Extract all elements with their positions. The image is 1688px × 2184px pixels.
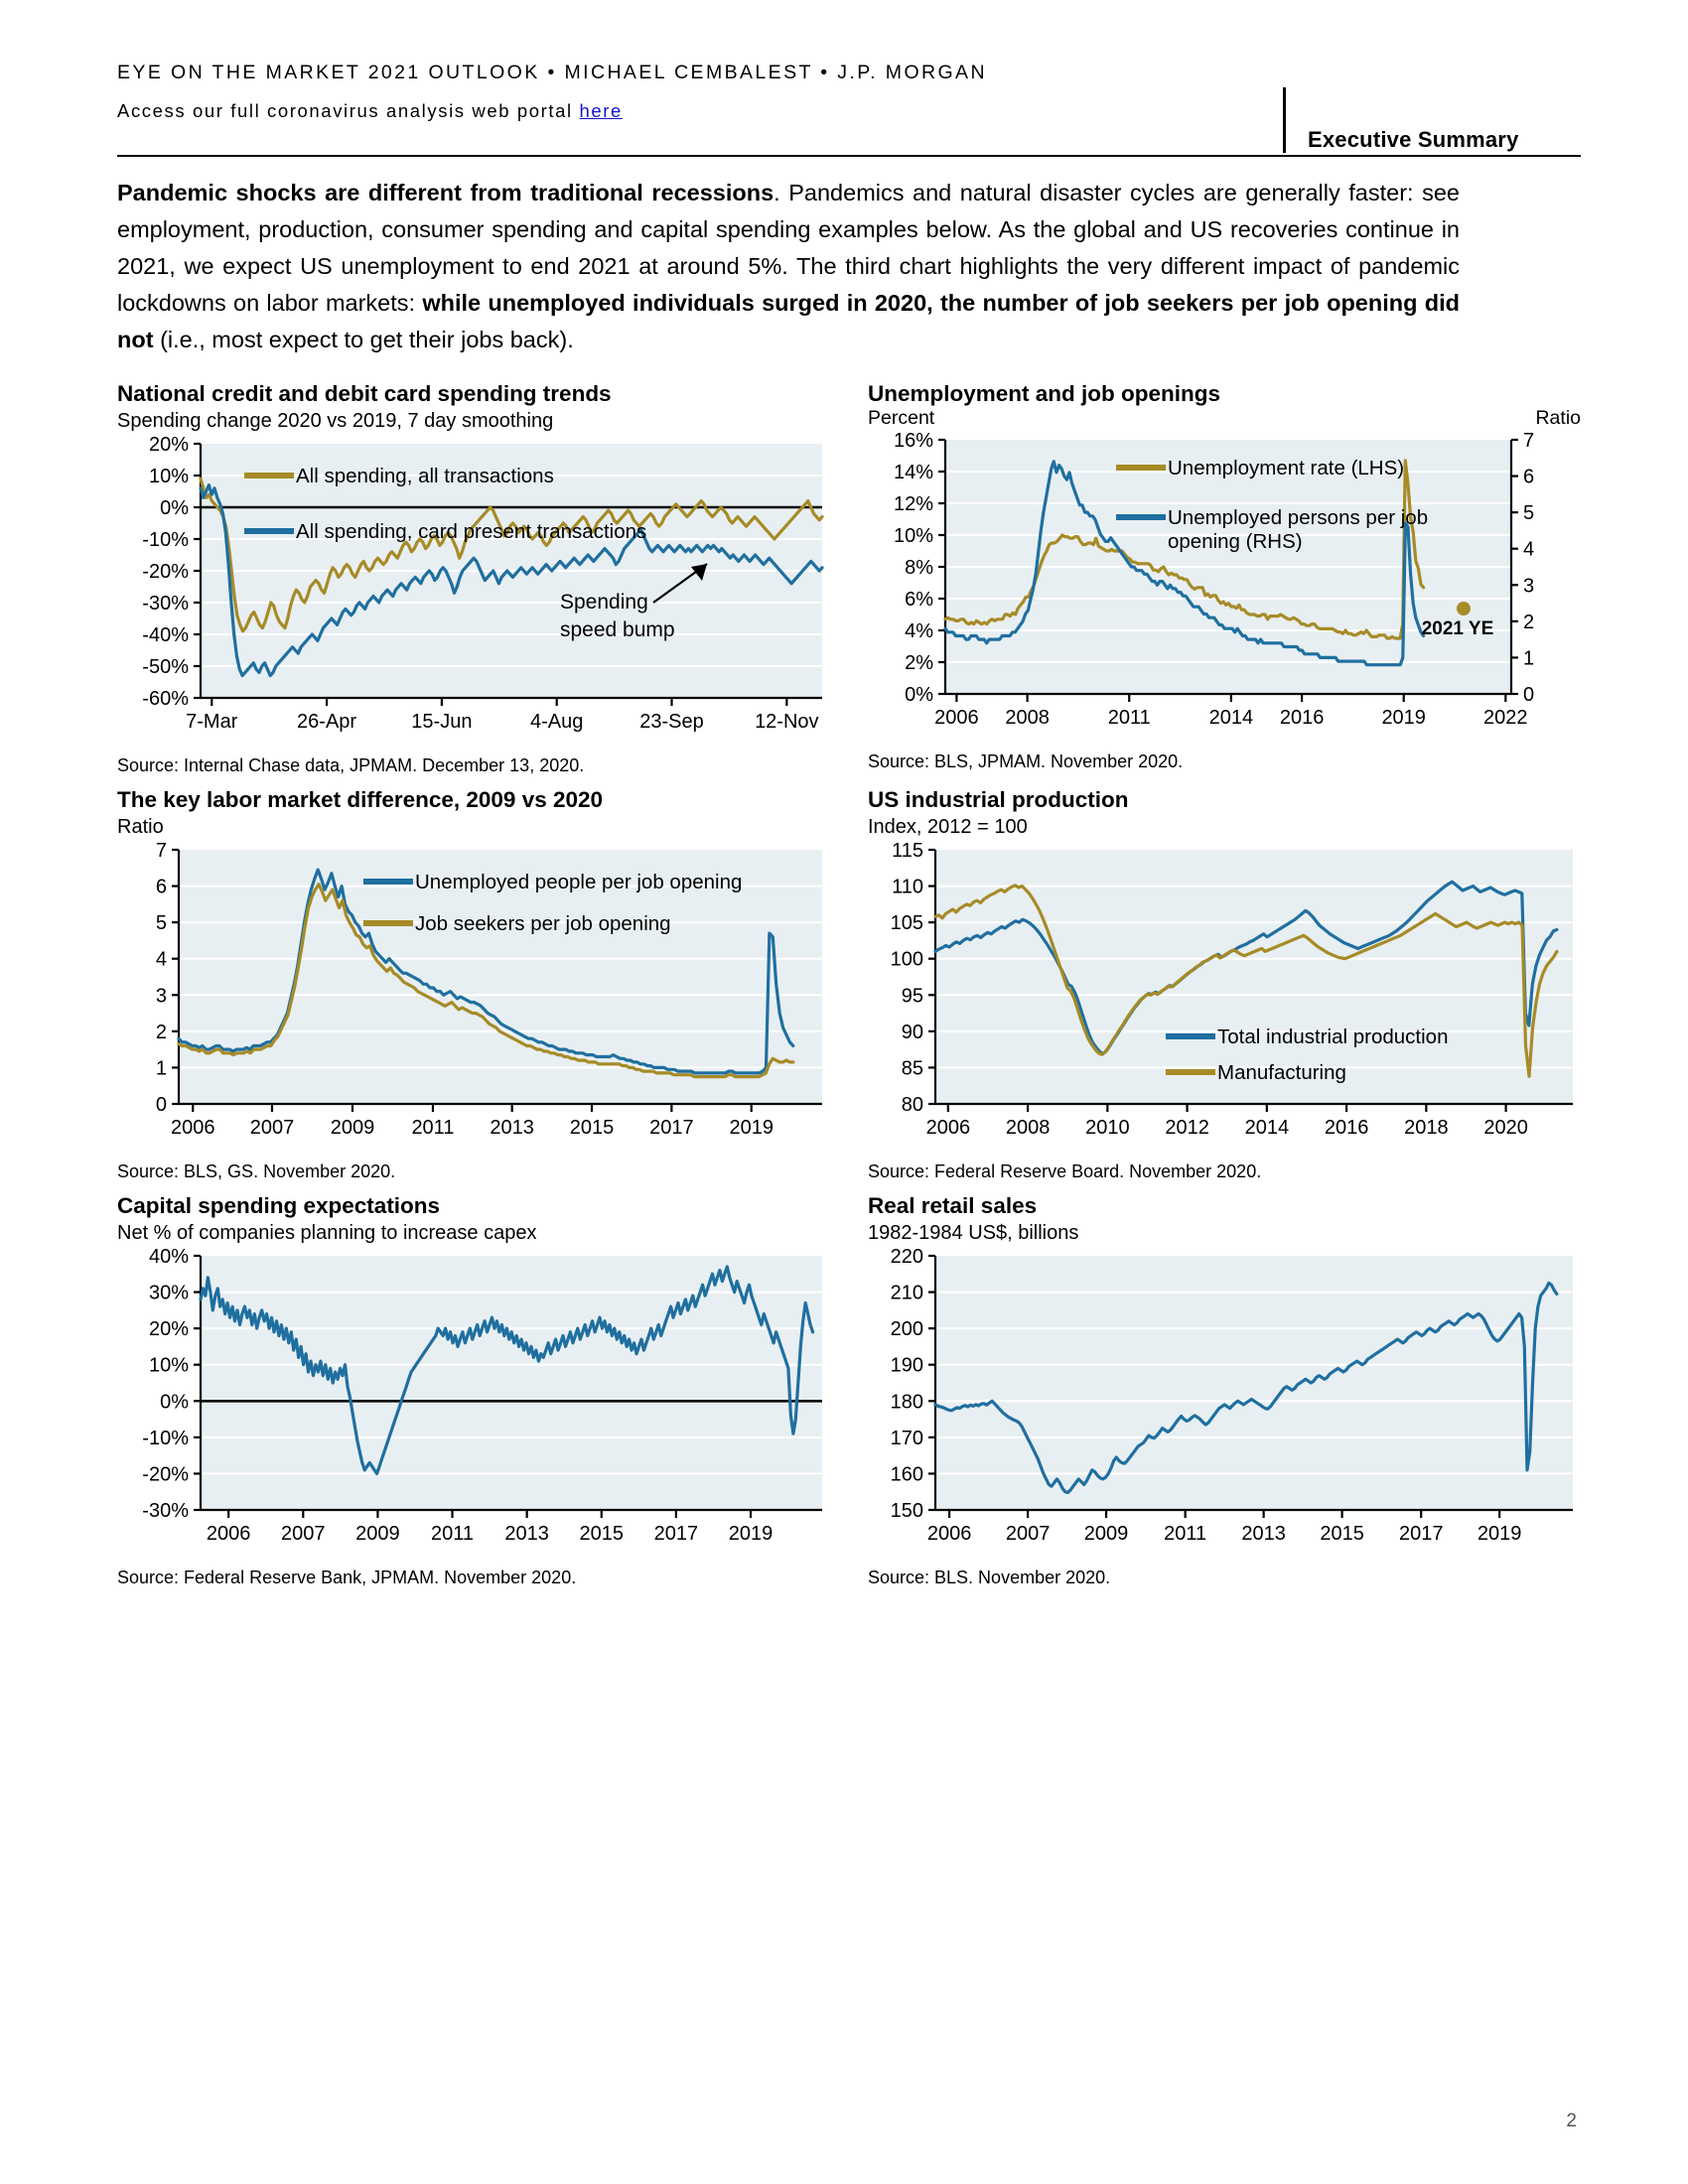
svg-text:3: 3: [1523, 575, 1535, 598]
svg-text:2012: 2012: [1165, 1117, 1209, 1139]
svg-text:2011: 2011: [1107, 707, 1151, 729]
svg-text:220: 220: [890, 1246, 923, 1268]
header-divider: [117, 155, 1581, 157]
svg-text:2009: 2009: [330, 1117, 375, 1139]
coronavirus-portal-link[interactable]: here: [579, 100, 623, 121]
svg-text:-60%: -60%: [142, 688, 189, 710]
svg-text:2016: 2016: [1324, 1117, 1369, 1139]
svg-text:2006: 2006: [925, 1117, 971, 1139]
svg-text:6: 6: [1523, 466, 1535, 488]
chart-subtitle-retail-sales: 1982-1984 US$, billions: [868, 1222, 1079, 1244]
svg-text:2006: 2006: [926, 1523, 972, 1545]
svg-text:2008: 2008: [1005, 707, 1050, 729]
svg-text:2009: 2009: [355, 1523, 400, 1545]
chart-title-industrial-production: US industrial production: [868, 787, 1129, 812]
svg-text:100: 100: [890, 948, 923, 971]
svg-text:-40%: -40%: [142, 624, 189, 646]
svg-text:110: 110: [892, 876, 923, 898]
svg-text:95: 95: [901, 985, 923, 1008]
svg-text:2019: 2019: [1381, 707, 1426, 729]
svg-text:2017: 2017: [649, 1117, 694, 1139]
svg-text:40%: 40%: [148, 1246, 189, 1268]
svg-text:210: 210: [890, 1282, 923, 1304]
section-label-container: [1283, 87, 1581, 153]
svg-text:4-Aug: 4-Aug: [530, 711, 584, 733]
svg-text:2%: 2%: [905, 652, 933, 674]
svg-text:2019: 2019: [728, 1523, 774, 1545]
svg-text:2015: 2015: [1320, 1523, 1364, 1545]
svg-text:2006: 2006: [934, 707, 979, 729]
svg-text:6: 6: [155, 876, 167, 898]
svg-text:2015: 2015: [569, 1117, 615, 1139]
svg-text:Total industrial production: Total industrial production: [1217, 1025, 1449, 1048]
svg-text:Unemployed persons per job: Unemployed persons per job: [1168, 506, 1429, 529]
svg-text:Job seekers per job opening: Job seekers per job opening: [415, 912, 671, 935]
chart-canvas-retail-sales: [868, 1246, 1581, 1564]
svg-text:-10%: -10%: [142, 1427, 189, 1449]
svg-text:2013: 2013: [504, 1523, 549, 1545]
chart-source-card-spending: Source: Internal Chase data, JPMAM. December 13, 2020.: [117, 755, 585, 775]
svg-text:2: 2: [1523, 611, 1535, 633]
svg-text:20%: 20%: [148, 1318, 189, 1341]
svg-text:2022: 2022: [1483, 707, 1528, 729]
svg-text:160: 160: [890, 1463, 923, 1486]
svg-text:14%: 14%: [893, 462, 933, 483]
svg-text:10%: 10%: [893, 525, 933, 547]
svg-text:-30%: -30%: [142, 1500, 189, 1522]
svg-text:6%: 6%: [905, 589, 933, 611]
chart-title-labor-difference: The key labor market difference, 2009 vs 2020: [117, 787, 604, 812]
svg-text:90: 90: [901, 1021, 923, 1043]
svg-text:150: 150: [890, 1500, 923, 1522]
svg-text:2007: 2007: [249, 1117, 295, 1139]
chart-canvas-card-spending: [117, 434, 830, 751]
svg-text:170: 170: [890, 1427, 923, 1449]
svg-text:7: 7: [155, 840, 167, 862]
chart-subtitle-capex: Net % of companies planning to increase capex: [117, 1222, 537, 1244]
chart-panel-retail-sales: [868, 1192, 1581, 1588]
svg-text:200: 200: [890, 1318, 923, 1341]
svg-text:30%: 30%: [148, 1282, 189, 1304]
svg-text:Unemployment rate (LHS): Unemployment rate (LHS): [1168, 457, 1405, 479]
page-number: 2: [1566, 2111, 1577, 2131]
svg-text:4: 4: [1523, 538, 1535, 561]
svg-text:2009: 2009: [1083, 1523, 1129, 1545]
svg-text:0: 0: [155, 1094, 167, 1116]
chart-subtitle-industrial-production: Index, 2012 = 100: [868, 816, 1028, 838]
page-header: [117, 62, 1581, 153]
header-subtitle-text: Access our full coronavirus analysis web portal: [117, 100, 580, 121]
chart-canvas-labor-difference: [117, 840, 830, 1158]
chart-source-unemployment: Source: BLS, JPMAM. November 2020.: [868, 751, 1184, 771]
svg-text:-30%: -30%: [142, 593, 189, 614]
chart-panel-labor-difference: [117, 786, 830, 1182]
svg-text:2014: 2014: [1244, 1117, 1290, 1139]
svg-text:2011: 2011: [431, 1523, 475, 1545]
svg-text:1: 1: [1523, 647, 1535, 670]
svg-text:2007: 2007: [281, 1523, 326, 1545]
svg-text:Spending: Spending: [560, 591, 648, 614]
svg-text:12-Nov: 12-Nov: [755, 711, 819, 733]
intro-lead: Pandemic shocks are different from traditional recessions: [117, 180, 774, 205]
svg-text:20%: 20%: [148, 434, 189, 456]
section-label: Executive Summary: [1308, 127, 1519, 152]
svg-text:180: 180: [890, 1391, 923, 1414]
svg-text:16%: 16%: [893, 430, 933, 452]
chart-source-retail-sales: Source: BLS. November 2020.: [868, 1568, 1111, 1587]
svg-text:4: 4: [155, 948, 167, 971]
svg-text:2020: 2020: [1483, 1117, 1528, 1139]
svg-text:190: 190: [890, 1354, 923, 1377]
svg-text:All spending, card present tra: All spending, card present transactions: [296, 520, 647, 543]
chart-panel-industrial-production: [868, 786, 1581, 1182]
svg-text:115: 115: [892, 840, 923, 862]
svg-text:15-Jun: 15-Jun: [411, 711, 473, 733]
chart-source-industrial-production: Source: Federal Reserve Board. November 2020.: [868, 1161, 1262, 1181]
intro-body-1: . Pandemics and natural disaster cycles are generally faster: see employment, production, consumer spending and capital spending examples below. As the global and US recoveries continue in 2021, we expect US unemployment to end 2021 at around 5%. The third chart highlights the very different impact of pandemic lockdowns on labor markets:: [117, 180, 1461, 316]
chart-left-unit-unemployment: Percent: [868, 407, 935, 429]
svg-text:2014: 2014: [1208, 707, 1254, 729]
svg-text:23-Sep: 23-Sep: [639, 711, 704, 733]
svg-text:10%: 10%: [148, 466, 189, 487]
svg-text:2021 YE: 2021 YE: [1421, 618, 1494, 640]
svg-text:80: 80: [901, 1094, 923, 1116]
chart-subtitle-labor-difference: Ratio: [117, 816, 164, 838]
svg-text:7-Mar: 7-Mar: [186, 711, 238, 733]
svg-text:0: 0: [1523, 684, 1535, 706]
chart-panel-unemployment: [868, 380, 1581, 776]
svg-text:Unemployed people per job open: Unemployed people per job opening: [415, 871, 743, 893]
chart-title-retail-sales: Real retail sales: [868, 1193, 1038, 1218]
svg-text:2017: 2017: [1398, 1523, 1444, 1545]
chart-title-capex: Capital spending expectations: [117, 1193, 441, 1218]
svg-text:12%: 12%: [893, 493, 933, 515]
svg-text:2013: 2013: [1241, 1523, 1286, 1545]
chart-title-card-spending: National credit and debit card spending trends: [117, 381, 612, 406]
chart-canvas-unemployment: [868, 430, 1581, 748]
svg-text:speed bump: speed bump: [560, 618, 675, 641]
chart-panel-card-spending: [117, 380, 830, 776]
svg-text:1: 1: [155, 1057, 167, 1080]
intro-bold-2: while unemployed individuals surged in 2020, the number of job seekers per job opening did not: [117, 290, 1460, 352]
svg-text:2006: 2006: [171, 1117, 215, 1139]
publication-title: EYE ON THE MARKET 2021 OUTLOOK • MICHAEL CEMBALEST • J.P. MORGAN: [117, 62, 987, 83]
chart-canvas-industrial-production: [868, 840, 1581, 1158]
header-subtitle: [117, 100, 1199, 122]
svg-text:105: 105: [890, 912, 923, 935]
svg-text:All spending, all transactions: All spending, all transactions: [296, 465, 554, 487]
intro-body-2: (i.e., most expect to get their jobs back).: [153, 327, 574, 352]
svg-text:2008: 2008: [1005, 1117, 1051, 1139]
svg-text:2007: 2007: [1005, 1523, 1051, 1545]
chart-source-capex: Source: Federal Reserve Bank, JPMAM. November 2020.: [117, 1568, 577, 1587]
svg-text:2010: 2010: [1085, 1117, 1130, 1139]
intro-paragraph: [117, 175, 1460, 358]
svg-text:5: 5: [1523, 502, 1535, 525]
svg-text:85: 85: [901, 1057, 923, 1080]
svg-text:10%: 10%: [148, 1354, 189, 1377]
svg-text:2: 2: [155, 1021, 167, 1043]
svg-text:3: 3: [155, 985, 167, 1008]
svg-text:26-Apr: 26-Apr: [297, 711, 357, 733]
svg-text:Manufacturing: Manufacturing: [1217, 1061, 1346, 1084]
svg-text:2019: 2019: [729, 1117, 774, 1139]
svg-text:2011: 2011: [411, 1117, 455, 1139]
svg-text:-20%: -20%: [142, 561, 189, 583]
chart-panel-capex: [117, 1192, 830, 1588]
svg-text:2013: 2013: [490, 1117, 534, 1139]
chart-right-unit-unemployment: Ratio: [1535, 407, 1581, 429]
svg-text:2016: 2016: [1279, 707, 1325, 729]
svg-text:7: 7: [1523, 430, 1535, 452]
chart-canvas-capex: [117, 1246, 830, 1564]
svg-text:0%: 0%: [160, 497, 189, 519]
svg-text:2017: 2017: [653, 1523, 699, 1545]
header-left: [117, 62, 1199, 122]
chart-source-labor-difference: Source: BLS, GS. November 2020.: [117, 1161, 396, 1181]
svg-text:4%: 4%: [905, 620, 933, 642]
svg-text:-20%: -20%: [142, 1463, 189, 1486]
svg-text:-50%: -50%: [142, 656, 189, 678]
svg-text:2018: 2018: [1404, 1117, 1449, 1139]
chart-subtitle-card-spending: Spending change 2020 vs 2019, 7 day smoothing: [117, 410, 554, 432]
svg-text:opening (RHS): opening (RHS): [1168, 530, 1303, 553]
chart-title-unemployment: Unemployment and job openings: [868, 381, 1221, 406]
svg-text:-10%: -10%: [142, 529, 189, 551]
svg-text:2006: 2006: [206, 1523, 251, 1545]
svg-text:0%: 0%: [160, 1391, 189, 1414]
svg-text:0%: 0%: [905, 684, 933, 706]
chart-grid: [117, 380, 1581, 1588]
svg-text:5: 5: [155, 912, 167, 935]
svg-text:2011: 2011: [1164, 1523, 1207, 1545]
svg-text:2015: 2015: [579, 1523, 625, 1545]
svg-text:8%: 8%: [905, 557, 933, 579]
svg-text:2019: 2019: [1477, 1523, 1522, 1545]
chart-axis-units-unemployment: [868, 407, 1581, 430]
